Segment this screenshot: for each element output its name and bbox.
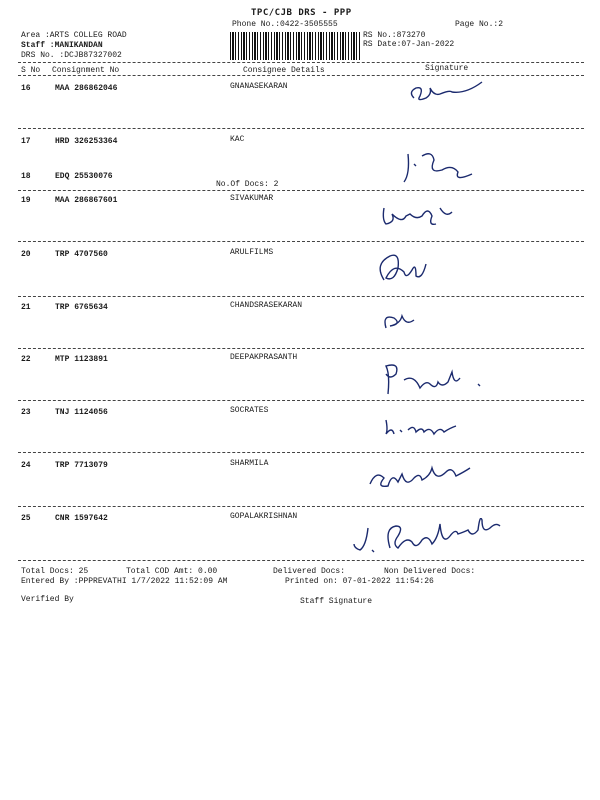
handwritten-signature	[380, 358, 490, 398]
row-serial-number: 17	[21, 137, 31, 146]
column-header-signature: Signature	[425, 64, 469, 73]
handwritten-signature	[366, 464, 476, 494]
row-consignment-number: EDQ 25530076	[55, 172, 113, 181]
divider	[18, 62, 584, 63]
row-consignment-number: CNR 1597642	[55, 514, 108, 523]
rs-number: RS No.:873270	[363, 31, 426, 40]
row-serial-number: 23	[21, 408, 31, 417]
row-serial-number: 22	[21, 355, 31, 364]
row-consignment-number: MAA 286867601	[55, 196, 118, 205]
handwritten-signature	[372, 250, 432, 290]
page-number: Page No.:2	[455, 20, 504, 29]
drs-number: DRS No. :DCJB87327002	[21, 51, 122, 60]
row-consignment-number: TRP 6765634	[55, 303, 108, 312]
row-divider	[18, 400, 584, 401]
staff-label: Staff :MANIKANDAN	[21, 41, 103, 50]
row-consignee-name: DEEPAKPRASANTH	[230, 353, 298, 362]
area-label: Area :ARTS COLLEG ROAD	[21, 31, 127, 40]
row-consignee-name: KAC	[230, 135, 245, 144]
row-divider	[18, 128, 584, 129]
rs-date: RS Date:07-Jan-2022	[363, 40, 455, 49]
entered-by: Entered By :PPPREVATHI 1/7/2022 11:52:09 AM	[21, 577, 228, 586]
handwritten-signature	[400, 144, 490, 184]
row-serial-number: 19	[21, 196, 31, 205]
row-divider	[18, 190, 584, 191]
row-consignee-name: SOCRATES	[230, 406, 269, 415]
row-serial-number: 18	[21, 172, 31, 181]
delivered-docs: Delivered Docs:	[273, 567, 346, 576]
row-consignee-name: SIVAKUMAR	[230, 194, 274, 203]
row-consignee-name: GOPALAKRISHNAN	[230, 512, 298, 521]
row-consignee-name: CHANDSRASEKARAN	[230, 301, 303, 310]
handwritten-signature	[400, 76, 500, 110]
row-divider	[18, 241, 584, 242]
column-header-consignment: Consignment No	[52, 66, 120, 75]
printed-on: Printed on: 07-01-2022 11:54:26	[285, 577, 434, 586]
row-serial-number: 21	[21, 303, 31, 312]
row-consignee-name: GNANASEKARAN	[230, 82, 288, 91]
row-serial-number: 16	[21, 84, 31, 93]
row-serial-number: 25	[21, 514, 31, 523]
column-header-consignee: Consignee Details	[243, 66, 325, 75]
staff-signature-label: Staff Signature	[300, 597, 373, 606]
handwritten-signature	[380, 310, 420, 335]
total-docs: Total Docs: 25	[21, 567, 89, 576]
row-consignment-number: TRP 7713079	[55, 461, 108, 470]
total-cod-amount: Total COD Amt: 0.00	[126, 567, 218, 576]
handwritten-signature	[350, 518, 540, 558]
phone-number: Phone No.:0422-3505555	[232, 20, 338, 29]
row-divider	[18, 296, 584, 297]
row-serial-number: 24	[21, 461, 31, 470]
row-consignment-number: TRP 4707560	[55, 250, 108, 259]
row-divider	[18, 348, 584, 349]
row-consignment-number: HRD 326253364	[55, 137, 118, 146]
handwritten-signature	[380, 414, 470, 439]
row-consignment-number: TNJ 1124056	[55, 408, 108, 417]
no-of-docs: No.Of Docs: 2	[216, 180, 279, 189]
row-divider	[18, 506, 584, 507]
row-consignment-number: MTP 1123891	[55, 355, 108, 364]
row-divider	[18, 452, 584, 453]
row-consignee-name: ARULFILMS	[230, 248, 274, 257]
row-divider	[18, 560, 584, 561]
row-consignment-number: MAA 286862046	[55, 84, 118, 93]
column-header-sno: S No	[21, 66, 41, 75]
barcode	[230, 32, 360, 60]
row-serial-number: 20	[21, 250, 31, 259]
row-consignee-name: SHARMILA	[230, 459, 269, 468]
document-title: TPC/CJB DRS - PPP	[251, 8, 352, 18]
verified-by: Verified By	[21, 595, 74, 604]
non-delivered-docs: Non Delivered Docs:	[384, 567, 476, 576]
handwritten-signature	[378, 200, 468, 230]
